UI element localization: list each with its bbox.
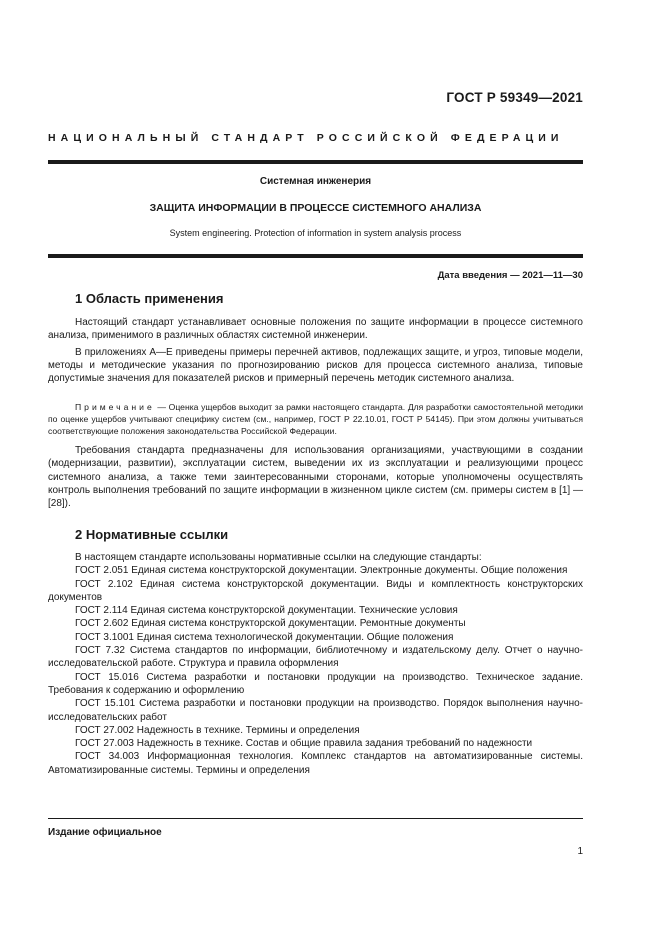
reference-item: ГОСТ 15.016 Система разработки и постановки продукции на производство. Техническое задание. Требования к содержанию и оформлению	[48, 671, 583, 696]
section-1-heading: 1 Область применения	[75, 291, 224, 306]
note-label: Примечание	[75, 402, 155, 412]
section-2-heading: 2 Нормативные ссылки	[75, 527, 229, 542]
section-1-paragraph-2: В приложениях А—Е приведены примеры перечней активов, подлежащих защите, и угроз, типовые модели, методы и методические указания по прогнозированию рисков для процесса системного анализа, типовые допустимые значения для показателей рисков и примерный перечень методик системного анализа.	[48, 346, 583, 385]
reference-item: ГОСТ 2.602 Единая система конструкторской документации. Ремонтные документы	[75, 618, 466, 630]
introduction-date: Дата введения — 2021—11—30	[437, 270, 583, 281]
national-standard-title: НАЦИОНАЛЬНЫЙ СТАНДАРТ РОССИЙСКОЙ ФЕДЕРАЦИИ	[48, 132, 564, 144]
english-title: System engineering. Protection of information in system analysis process	[169, 228, 462, 238]
document-title: ЗАЩИТА ИНФОРМАЦИИ В ПРОЦЕССЕ СИСТЕМНОГО АНАЛИЗА	[149, 202, 482, 214]
section-1-paragraph-1: Настоящий стандарт устанавливает основные положения по защите информации в процессе системного анализа, применимого в различных областях системной инженерии.	[48, 317, 583, 342]
section-1-note	[48, 401, 583, 438]
page-number: 1	[577, 846, 583, 857]
reference-item: ГОСТ 34.003 Информационная технология. Комплекс стандартов на автоматизированные системы. Автоматизированные системы. Термины и определения	[48, 751, 583, 776]
reference-item: ГОСТ 7.32 Система стандартов по информации, библиотечному и издательскому делу. Отчет о научно-исследовательской работе. Структура и правила оформления	[48, 645, 583, 670]
section-1-body	[48, 316, 583, 385]
section-1-body-continued	[48, 444, 583, 510]
official-edition-label: Издание официальное	[48, 827, 162, 838]
document-subtitle: Системная инженерия	[259, 176, 372, 187]
top-thick-rule	[48, 160, 583, 164]
reference-item: ГОСТ 27.003 Надежность в технике. Состав и общие правила задания требований по надежности	[75, 738, 533, 750]
title-bottom-thick-rule	[48, 254, 583, 258]
reference-item: ГОСТ 2.051 Единая система конструкторской документации. Электронные документы. Общие положения	[75, 565, 568, 577]
reference-item: ГОСТ 15.101 Система разработки и постановки продукции на производство. Порядок выполнения научно-исследовательских работ	[48, 698, 583, 723]
section-1-paragraph-3: Требования стандарта предназначены для использования организациями, участвующими в создании (модернизации, развитии), эксплуатации систем, выведении их из эксплуатации и реализующими процесс системного анализа, а также теми заинтересованными сторонами, которые уполномочены осуществлять контроль выполнения требований по защите информации в жизненном цикле систем (см. примеры систем в [1] — [28]).	[48, 445, 583, 510]
section-2-intro: В настоящем стандарте использованы нормативные ссылки на следующие стандарты:	[75, 552, 482, 563]
section-2-body	[48, 551, 583, 777]
reference-item: ГОСТ 27.002 Надежность в технике. Термины и определения	[75, 724, 360, 736]
document-number: ГОСТ Р 59349—2021	[446, 90, 583, 105]
reference-item: ГОСТ 2.114 Единая система конструкторской документации. Технические условия	[75, 605, 458, 617]
note-text: — Оценка ущербов выходит за рамки настоящего стандарта. Для разработки самостоятельной методики по оценке ущербов учитывают специфику систем (см., например, ГОСТ Р 22.10.01, ГОСТ Р 54145). При этом должны учитываться соответствующие положения законодательства Российской Федерации.	[48, 402, 583, 437]
reference-item: ГОСТ 3.1001 Единая система технологической документации. Общие положения	[75, 631, 454, 643]
footer-rule	[48, 818, 583, 819]
reference-item: ГОСТ 2.102 Единая система конструкторской документации. Виды и комплектность конструкторских документов	[48, 578, 583, 603]
